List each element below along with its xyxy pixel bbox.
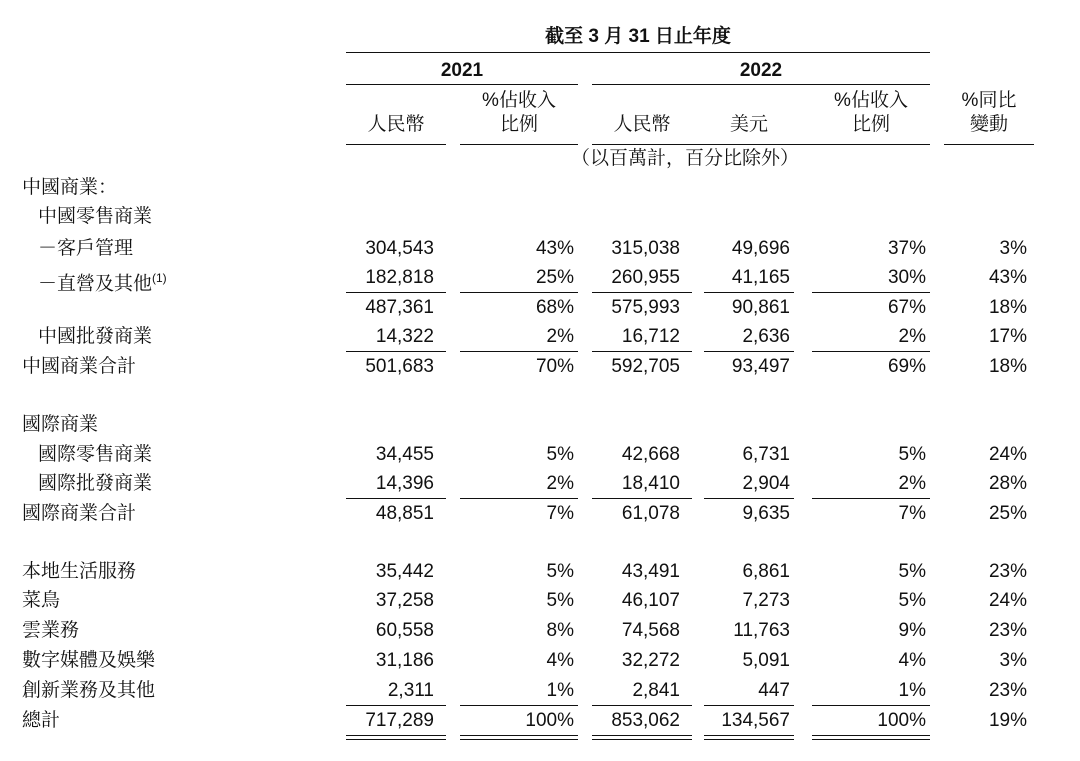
subtotal-rule [812, 292, 930, 293]
value-pct-2021: 7% [546, 503, 574, 524]
value-pct-2021: 1% [546, 680, 574, 701]
row-label: 國際商業 [22, 414, 99, 435]
subtotal-rule [460, 292, 578, 293]
value-usd-2022: 90,861 [731, 297, 790, 318]
value-pct-2021: 8% [546, 620, 574, 641]
value-usd-2022: 11,763 [733, 620, 790, 641]
col-rmb-2021: 人民幣 [367, 114, 425, 135]
value-rmb-2021: 501,683 [365, 356, 434, 377]
value-pct-2021: 25% [535, 267, 574, 288]
total-top-rule [704, 705, 794, 706]
col-yoy-line1: %同比 [961, 90, 1017, 111]
value-usd-2022: 447 [758, 680, 790, 701]
value-usd-2022: 6,731 [742, 444, 790, 465]
row-label: －客戶管理 [38, 238, 134, 259]
col-rule [460, 144, 578, 145]
value-pct-2021: 5% [546, 561, 574, 582]
value-pct-2022: 67% [887, 297, 926, 318]
value-usd-2022: 134,567 [721, 710, 790, 731]
value-rmb-2021: 14,322 [375, 326, 434, 347]
row-label: 雲業務 [22, 620, 80, 641]
value-pct-2022: 4% [898, 650, 926, 671]
value-yoy: 23% [988, 680, 1027, 701]
total-double-rule [704, 735, 794, 740]
value-pct-2021: 2% [546, 326, 574, 347]
value-rmb-2021: 31,186 [375, 650, 434, 671]
value-usd-2022: 6,861 [742, 561, 790, 582]
value-pct-2022: 7% [898, 503, 926, 524]
value-rmb-2021: 14,396 [375, 473, 434, 494]
value-yoy: 43% [988, 267, 1027, 288]
value-yoy: 17% [988, 326, 1027, 347]
row-label: 中國零售商業 [38, 206, 153, 227]
value-rmb-2021: 304,543 [365, 238, 434, 259]
value-yoy: 28% [988, 473, 1027, 494]
value-pct-2021: 5% [546, 444, 574, 465]
subtotal-rule [812, 498, 930, 499]
subtotal-rule [704, 292, 794, 293]
subtotal-rule [592, 292, 692, 293]
value-pct-2022: 2% [898, 326, 926, 347]
row-label: －直營及其他$^{(1)}$ [38, 271, 167, 295]
value-rmb-2022: 43,491 [621, 561, 680, 582]
row-label: 本地生活服務 [22, 561, 137, 582]
value-rmb-2022: 592,705 [611, 356, 680, 377]
value-yoy: 24% [988, 444, 1027, 465]
value-pct-2022: 100% [877, 710, 926, 731]
row-label: 創新業務及其他 [22, 680, 156, 701]
value-pct-2021: 2% [546, 473, 574, 494]
subtotal-rule [346, 292, 446, 293]
subtotal-rule [704, 498, 794, 499]
total-top-rule [346, 705, 446, 706]
total-top-rule [812, 705, 930, 706]
col-rule [592, 144, 930, 145]
total-double-rule [346, 735, 446, 740]
value-rmb-2022: 18,410 [621, 473, 680, 494]
subtotal-rule [346, 351, 446, 352]
subtotal-rule [704, 351, 794, 352]
value-yoy: 3% [999, 650, 1027, 671]
value-yoy: 23% [988, 561, 1027, 582]
value-pct-2022: 1% [898, 680, 926, 701]
subtotal-rule [592, 498, 692, 499]
col-rule [346, 144, 446, 145]
value-usd-2022: 7,273 [742, 590, 790, 611]
total-double-rule [812, 735, 930, 740]
row-label: 數字媒體及娛樂 [22, 650, 156, 671]
value-usd-2022: 2,636 [742, 326, 790, 347]
subtotal-rule [812, 351, 930, 352]
row-label: 總計 [22, 710, 61, 731]
value-rmb-2022: 74,568 [621, 620, 680, 641]
value-pct-2022: 5% [898, 561, 926, 582]
value-pct-2021: 68% [535, 297, 574, 318]
period-title-rule [346, 52, 930, 53]
value-usd-2022: 41,165 [731, 267, 790, 288]
value-rmb-2022: 260,955 [611, 267, 680, 288]
col-pct-2022-line2: 比例 [851, 114, 890, 135]
value-pct-2022: 69% [887, 356, 926, 377]
period-title: 截至 3 月 31 日止年度 [545, 26, 731, 47]
col-yoy-line2: 變動 [969, 114, 1008, 135]
year-2022-header: 2022 [739, 60, 783, 81]
value-usd-2022: 9,635 [742, 503, 790, 524]
value-rmb-2021: 717,289 [365, 710, 434, 731]
value-yoy: 19% [988, 710, 1027, 731]
col-pct-2021-line2: 比例 [499, 114, 538, 135]
value-rmb-2022: 575,993 [611, 297, 680, 318]
value-rmb-2022: 853,062 [611, 710, 680, 731]
value-pct-2021: 43% [535, 238, 574, 259]
value-rmb-2022: 16,712 [621, 326, 680, 347]
col-pct-2021-line1: %佔收入 [482, 90, 556, 111]
value-yoy: 24% [988, 590, 1027, 611]
value-rmb-2021: 2,311 [387, 680, 434, 701]
year-2021-header: 2021 [440, 60, 484, 81]
value-usd-2022: 2,904 [742, 473, 790, 494]
value-rmb-2021: 34,455 [375, 444, 434, 465]
value-pct-2022: 2% [898, 473, 926, 494]
value-rmb-2021: 60,558 [375, 620, 434, 641]
row-label: 中國商業合計 [22, 356, 137, 377]
value-rmb-2022: 42,668 [621, 444, 680, 465]
value-rmb-2021: 487,361 [365, 297, 434, 318]
value-yoy: 25% [988, 503, 1027, 524]
value-rmb-2022: 61,078 [621, 503, 680, 524]
value-rmb-2021: 182,818 [365, 267, 434, 288]
year-2022-rule [592, 84, 930, 85]
value-pct-2022: 5% [898, 590, 926, 611]
row-label: 國際零售商業 [38, 444, 153, 465]
col-pct-2022-line1: %佔收入 [834, 90, 908, 111]
subtotal-rule [460, 351, 578, 352]
value-pct-2021: 4% [546, 650, 574, 671]
value-rmb-2021: 37,258 [375, 590, 434, 611]
value-pct-2021: 5% [546, 590, 574, 611]
value-rmb-2022: 46,107 [621, 590, 680, 611]
value-usd-2022: 49,696 [731, 238, 790, 259]
total-top-rule [460, 705, 578, 706]
row-label: 菜鳥 [22, 590, 61, 611]
value-rmb-2021: 35,442 [375, 561, 434, 582]
row-label: 中國商業： [22, 177, 118, 198]
col-rmb-2022: 人民幣 [613, 114, 671, 135]
row-label: 國際商業合計 [22, 503, 137, 524]
total-double-rule [460, 735, 578, 740]
value-rmb-2022: 2,841 [632, 680, 680, 701]
col-usd-2022: 美元 [729, 114, 768, 135]
value-usd-2022: 93,497 [731, 356, 790, 377]
value-yoy: 3% [999, 238, 1027, 259]
value-rmb-2022: 32,272 [621, 650, 680, 671]
value-pct-2022: 9% [898, 620, 926, 641]
subtotal-rule [460, 498, 578, 499]
value-rmb-2021: 48,851 [375, 503, 434, 524]
year-2021-rule [346, 84, 578, 85]
value-yoy: 23% [988, 620, 1027, 641]
col-rule [944, 144, 1034, 145]
footnote-marker: (1) [152, 271, 167, 285]
subtotal-rule [592, 351, 692, 352]
value-yoy: 18% [988, 297, 1027, 318]
value-rmb-2022: 315,038 [611, 238, 680, 259]
value-pct-2022: 30% [887, 267, 926, 288]
value-pct-2021: 100% [525, 710, 574, 731]
value-pct-2021: 70% [535, 356, 574, 377]
value-pct-2022: 37% [887, 238, 926, 259]
subtotal-rule [346, 498, 446, 499]
total-top-rule [592, 705, 692, 706]
value-yoy: 18% [988, 356, 1027, 377]
value-usd-2022: 5,091 [742, 650, 790, 671]
total-double-rule [592, 735, 692, 740]
value-pct-2022: 5% [898, 444, 926, 465]
row-label: 國際批發商業 [38, 473, 153, 494]
row-label: 中國批發商業 [38, 326, 153, 347]
units-note: （以百萬計，百分比除外） [570, 148, 799, 169]
